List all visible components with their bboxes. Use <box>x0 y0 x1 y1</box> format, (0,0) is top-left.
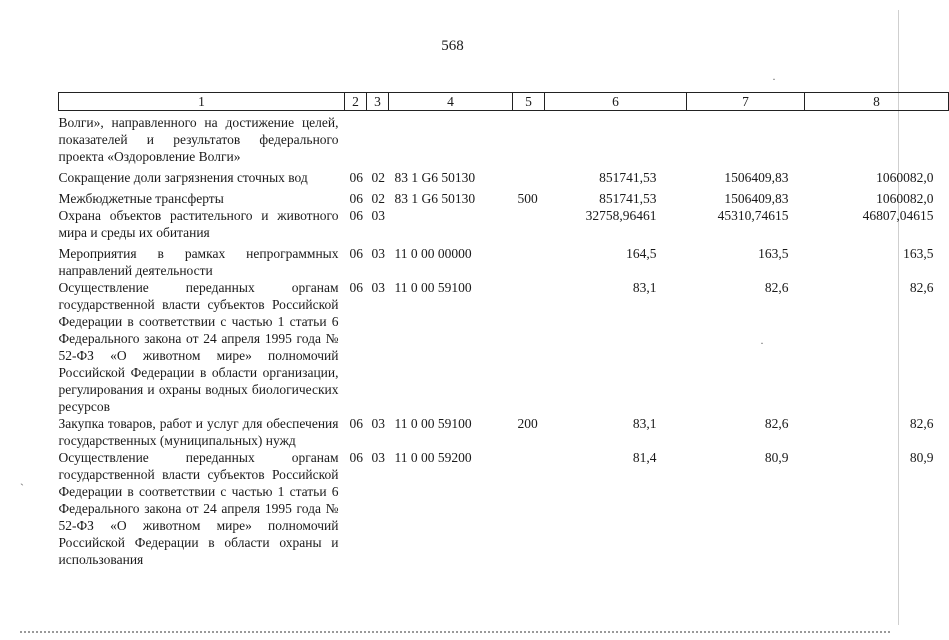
row-amount-year1: 851741,53 <box>599 191 657 206</box>
row-section-code: 06 <box>349 416 363 431</box>
row-target-article <box>389 207 513 241</box>
row-expense-type <box>513 449 545 568</box>
column-header-4: 4 <box>389 93 513 111</box>
row-expense-type <box>513 279 545 415</box>
row-expense-type <box>513 111 545 166</box>
row-target-article: 11 0 00 59100 <box>394 416 472 431</box>
row-target-article: 11 0 00 59200 <box>394 450 472 465</box>
column-header-7: 7 <box>687 93 805 111</box>
row-amount-year2 <box>687 111 805 166</box>
row-section-code: 06 <box>349 191 363 206</box>
column-header-8: 8 <box>805 93 949 111</box>
row-subsection-code: 03 <box>371 416 385 431</box>
row-target-article: 11 0 00 59100 <box>394 280 472 295</box>
column-header-2: 2 <box>345 93 367 111</box>
row-name: Мероприятия в рамках непрограммных направлений деятельности <box>58 246 339 278</box>
row-target-article: 83 1 G6 50130 <box>394 191 476 206</box>
scan-speck: · <box>760 336 764 350</box>
row-amount-year3: 1060082,0 <box>876 191 934 206</box>
row-subsection-code: 03 <box>371 246 385 261</box>
row-section-code: 06 <box>349 280 363 295</box>
row-target-article: 11 0 00 00000 <box>394 246 472 261</box>
row-section-code: 06 <box>349 170 363 185</box>
row-amount-year1: 164,5 <box>626 246 657 261</box>
row-amount-year1: 32758,96461 <box>585 208 657 223</box>
row-amount-year1: 83,1 <box>632 416 657 431</box>
row-target-article: 83 1 G6 50130 <box>394 170 476 185</box>
table-header-row <box>59 93 949 111</box>
row-subsection-code: 03 <box>371 280 385 295</box>
column-header-3: 3 <box>367 93 389 111</box>
table-row <box>59 245 949 279</box>
row-name: Осуществление переданных органам государственной власти субъектов Российской Федерации в соответствии с частью 1 статьи 6 Федерального закона от 24 апреля 1995 года № 52-ФЗ «О животном мире» полномочий Российской Федерации в области организации, регулирования и охраны водных биологических ресурсов <box>58 280 339 414</box>
row-expense-type <box>513 245 545 279</box>
row-amount-year2: 80,9 <box>764 450 789 465</box>
scan-speck: ˏ <box>20 472 24 486</box>
row-amount-year2: 82,6 <box>764 280 789 295</box>
row-expense-type: 500 <box>517 191 538 206</box>
row-amount-year2: 82,6 <box>764 416 789 431</box>
row-amount-year2: 45310,74615 <box>717 208 789 223</box>
row-subsection-code: 03 <box>371 208 385 223</box>
budget-table <box>58 92 949 568</box>
row-amount-year3 <box>805 111 949 166</box>
row-amount-year1 <box>545 111 687 166</box>
table-row <box>59 111 949 166</box>
row-amount-year1: 83,1 <box>632 280 657 295</box>
column-header-5: 5 <box>513 93 545 111</box>
row-amount-year1: 81,4 <box>632 450 657 465</box>
table-row <box>59 415 949 449</box>
row-amount-year2: 1506409,83 <box>724 170 789 185</box>
row-subsection-code <box>367 111 389 166</box>
row-expense-type: 200 <box>517 416 538 431</box>
column-header-6: 6 <box>545 93 687 111</box>
row-name: Охрана объектов растительного и животного мира и среды их обитания <box>58 208 339 240</box>
row-section-code: 06 <box>349 208 363 223</box>
row-amount-year3: 82,6 <box>909 280 934 295</box>
table-row <box>59 207 949 241</box>
row-amount-year3: 80,9 <box>909 450 934 465</box>
row-target-article <box>389 111 513 166</box>
row-name: Осуществление переданных органам государственной власти субъектов Российской Федерации в соответствии с частью 1 статьи 6 Федерального закона от 24 апреля 1995 года № 52-ФЗ «О животном мире» полномочий Российской Федерации в области охраны и использования <box>58 450 339 567</box>
row-name: Волги», направленного на достижение целей, показателей и результатов федерального проекта «Оздоровление Волги» <box>58 115 339 164</box>
row-name: Сокращение доли загрязнения сточных вод <box>58 170 308 185</box>
table-row <box>59 169 949 186</box>
row-expense-type <box>513 207 545 241</box>
table-row <box>59 279 949 415</box>
column-header-1: 1 <box>59 93 345 111</box>
row-subsection-code: 02 <box>371 170 385 185</box>
row-amount-year3: 46807,04615 <box>862 208 934 223</box>
scan-edge-noise <box>20 631 890 633</box>
row-name: Закупка товаров, работ и услуг для обеспечения государственных (муниципальных) нужд <box>58 416 339 448</box>
row-section-code: 06 <box>349 450 363 465</box>
scan-speck: · <box>772 72 776 86</box>
row-amount-year3: 82,6 <box>909 416 934 431</box>
row-amount-year2: 163,5 <box>758 246 789 261</box>
row-amount-year3: 1060082,0 <box>876 170 934 185</box>
row-subsection-code: 03 <box>371 450 385 465</box>
table-row <box>59 190 949 207</box>
row-section-code <box>345 111 367 166</box>
table-row <box>59 449 949 568</box>
page-number: 568 <box>441 38 464 54</box>
row-amount-year1: 851741,53 <box>599 170 657 185</box>
row-amount-year2: 1506409,83 <box>724 191 789 206</box>
row-name: Межбюджетные трансферты <box>58 191 224 206</box>
row-subsection-code: 02 <box>371 191 385 206</box>
row-amount-year3: 163,5 <box>903 246 934 261</box>
row-section-code: 06 <box>349 246 363 261</box>
row-expense-type <box>513 169 545 186</box>
